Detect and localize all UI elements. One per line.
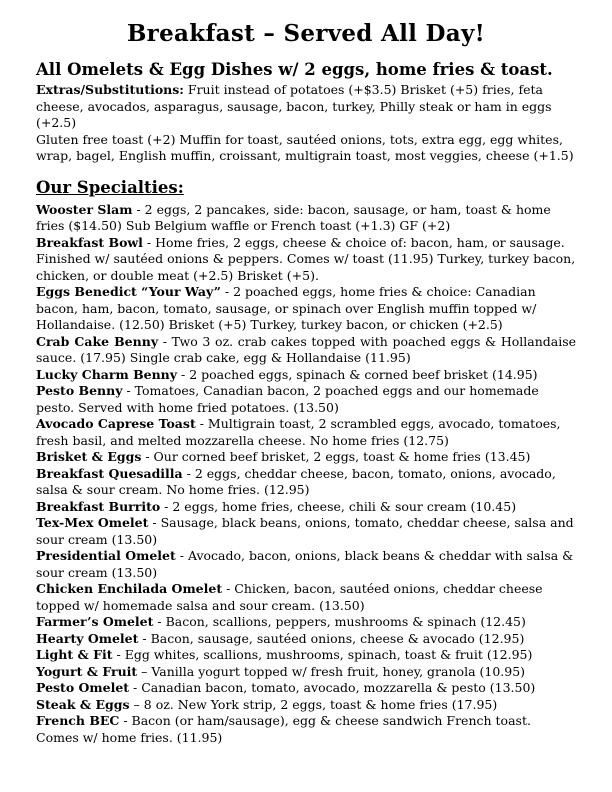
menu-item-separator: - — [112, 647, 125, 662]
menu-item-description: Chicken, bacon, sautéed onions, cheddar cheese topped w/ homemade salsa and sour cream. (13.50) — [36, 581, 543, 613]
menu-item-name: Avocado Caprese Toast — [36, 416, 196, 431]
menu-item-separator: - — [119, 713, 132, 728]
menu-item — [36, 664, 576, 681]
menu-item-name: Yogurt & Fruit — [36, 663, 138, 679]
menu-item-name: Pesto Benny — [36, 383, 123, 398]
menu-item-description: 2 eggs, 2 pancakes, side: bacon, sausage, or ham, toast & home fries ($14.50) Sub Belgium waffle or French toast (+1.3) GF (+2) — [36, 201, 551, 233]
menu-item-name: Breakfast Burrito — [36, 498, 161, 514]
menu-item-description: 2 eggs, cheddar cheese, bacon, tomato, onions, avocado, salsa & sour cream. No home fries. (12.95) — [36, 465, 556, 497]
menu-item-separator: - — [175, 548, 188, 563]
menu-item — [36, 383, 576, 416]
menu-item-name: Pesto Omelet — [36, 680, 130, 695]
menu-item — [36, 284, 576, 334]
menu-item-description: Bacon, sausage, sautéed onions, cheese & avocado (12.95) — [150, 630, 525, 646]
menu-item-separator: - — [177, 366, 190, 382]
menu-item-name: Chicken Enchilada Omelet — [36, 581, 223, 596]
page-title: Breakfast – Served All Day! — [126, 20, 486, 47]
menu-item-description: Avocado, bacon, onions, black beans & cheddar with salsa & sour cream (13.50) — [36, 548, 574, 580]
menu-item — [36, 614, 576, 631]
menu-item-separator: - — [142, 234, 156, 250]
menu-item — [36, 202, 576, 235]
intro-subtitle: All Omelets & Egg Dishes w/ 2 eggs, home fries & toast. — [36, 60, 553, 79]
menu-item — [36, 713, 576, 746]
menu-item — [36, 548, 576, 581]
menu-item-separator: - — [222, 581, 235, 596]
menu-item — [36, 697, 576, 714]
menu-item-description: Our corned beef brisket, 2 eggs, toast & home fries (13.45) — [153, 449, 531, 464]
menu-item-separator: - — [129, 680, 142, 695]
menu-item — [36, 499, 576, 516]
extras-label: Extras/Substitutions: — [36, 82, 184, 97]
menu-item-description: Tomatoes, Canadian bacon, 2 poached eggs and our homemade pesto. Served with home fried potatoes. (13.50) — [36, 383, 539, 415]
menu-item-name: Presidential Omelet — [36, 548, 176, 563]
menu-item — [36, 680, 576, 697]
menu-item-name: Lucky Charm Benny — [36, 366, 178, 382]
menu-item-description: 2 eggs, home fries, cheese, chili & sour cream (10.45) — [172, 498, 517, 514]
menu-item-description: Canadian bacon, tomato, avocado, mozzarella & pesto (13.50) — [141, 680, 536, 695]
menu-item — [36, 235, 576, 285]
section-heading: Our Specialties: — [36, 177, 184, 197]
menu-item-name: Wooster Slam — [36, 201, 133, 217]
extras-paragraph — [36, 82, 576, 165]
extras-line-1: Fruit instead of potatoes (+$3.5) Brisket (+5) fries, feta cheese, avocados, asparagus, sausage, bacon, turkey, Philly steak or ham in eggs (+2.5) — [36, 82, 552, 130]
menu-item-name: Light & Fit — [36, 647, 113, 662]
menu-item — [36, 631, 576, 648]
menu-item-description: 2 poached eggs, home fries & choice: Canadian bacon, ham, bacon, tomato, sausage, or spinach over English muffin topped w/ Hollandaise. (12.50) Brisket (+5) Turkey, turkey bacon, or chicken (+2.5) — [36, 284, 537, 332]
menu-list — [36, 202, 576, 747]
menu-item-separator: - — [141, 449, 154, 464]
menu-item-separator: - — [148, 515, 161, 530]
menu-item-description: 8 oz. New York strip, 2 eggs, toast & home fries (17.95) — [143, 696, 498, 712]
menu-item-separator: - — [122, 383, 135, 398]
menu-item-description: Egg whites, scallions, mushrooms, spinach, toast & fruit (12.95) — [124, 647, 533, 662]
menu-item-name: Tex-Mex Omelet — [36, 515, 149, 530]
menu-item-separator: - — [182, 465, 195, 481]
menu-item-description: Two 3 oz. crab cakes topped with poached eggs & Hollandaise sauce. (17.95) Single crab cake, egg & Hollandaise (11.95) — [36, 333, 577, 365]
menu-item-description: Multigrain toast, 2 scrambled eggs, avocado, tomatoes, fresh basil, and melted mozzarella cheese. No home fries (12.75) — [36, 416, 561, 448]
menu-item — [36, 647, 576, 664]
menu-item — [36, 416, 576, 449]
menu-item-name: French BEC — [36, 713, 120, 728]
menu-item — [36, 367, 576, 384]
menu-item-name: Hearty Omelet — [36, 630, 139, 646]
menu-item-name: Farmer’s Omelet — [36, 614, 154, 629]
menu-item-name: Brisket & Eggs — [36, 449, 142, 464]
menu-item-description: 2 poached eggs, spinach & corned beef brisket (14.95) — [189, 366, 538, 382]
menu-item — [36, 449, 576, 466]
menu-item-name: Breakfast Quesadilla — [36, 465, 183, 481]
menu-item-separator: - — [160, 498, 173, 514]
menu-item-separator: - — [153, 614, 166, 629]
menu-item-separator: - — [138, 630, 151, 646]
menu-item-name: Steak & Eggs — [36, 696, 130, 712]
menu-item-description: Bacon, scallions, peppers, mushrooms & spinach (12.45) — [165, 614, 526, 629]
menu-item-description: Home fries, 2 eggs, cheese & choice of: bacon, ham, or sausage. Finished w/ sautéed onions & peppers. Comes w/ toast (11.95) Turkey, turkey bacon, chicken, or double meat (+2.5) Brisket (+5). — [36, 234, 576, 283]
menu-item-separator: - — [220, 284, 234, 299]
menu-item-separator: - — [132, 201, 145, 217]
menu-item-separator: – — [137, 663, 152, 679]
menu-item-name: Crab Cake Benny — [36, 333, 159, 349]
menu-item-description: Bacon (or ham/sausage), egg & cheese sandwich French toast. Comes w/ home fries. (11.95) — [36, 713, 531, 745]
menu-item — [36, 581, 576, 614]
menu-item — [36, 515, 576, 548]
menu-item — [36, 334, 576, 367]
menu-item-description: Sausage, black beans, onions, tomato, cheddar cheese, salsa and sour cream (13.50) — [36, 515, 574, 547]
menu-item-description: Vanilla yogurt topped w/ fresh fruit, honey, granola (10.95) — [151, 663, 526, 679]
menu-item — [36, 466, 576, 499]
menu-item-name: Breakfast Bowl — [36, 234, 143, 250]
menu-item-separator: - — [195, 416, 208, 431]
menu-item-separator: - — [158, 333, 172, 349]
extras-line-2: Gluten free toast (+2) Muffin for toast, sautéed onions, tots, extra egg, egg whites, wrap, bagel, English muffin, croissant, multigrain toast, most veggies, cheese (+1.5) — [36, 131, 574, 163]
menu-item-name: Eggs Benedict “Your Way” — [36, 284, 221, 299]
menu-item-separator: – — [129, 696, 144, 712]
